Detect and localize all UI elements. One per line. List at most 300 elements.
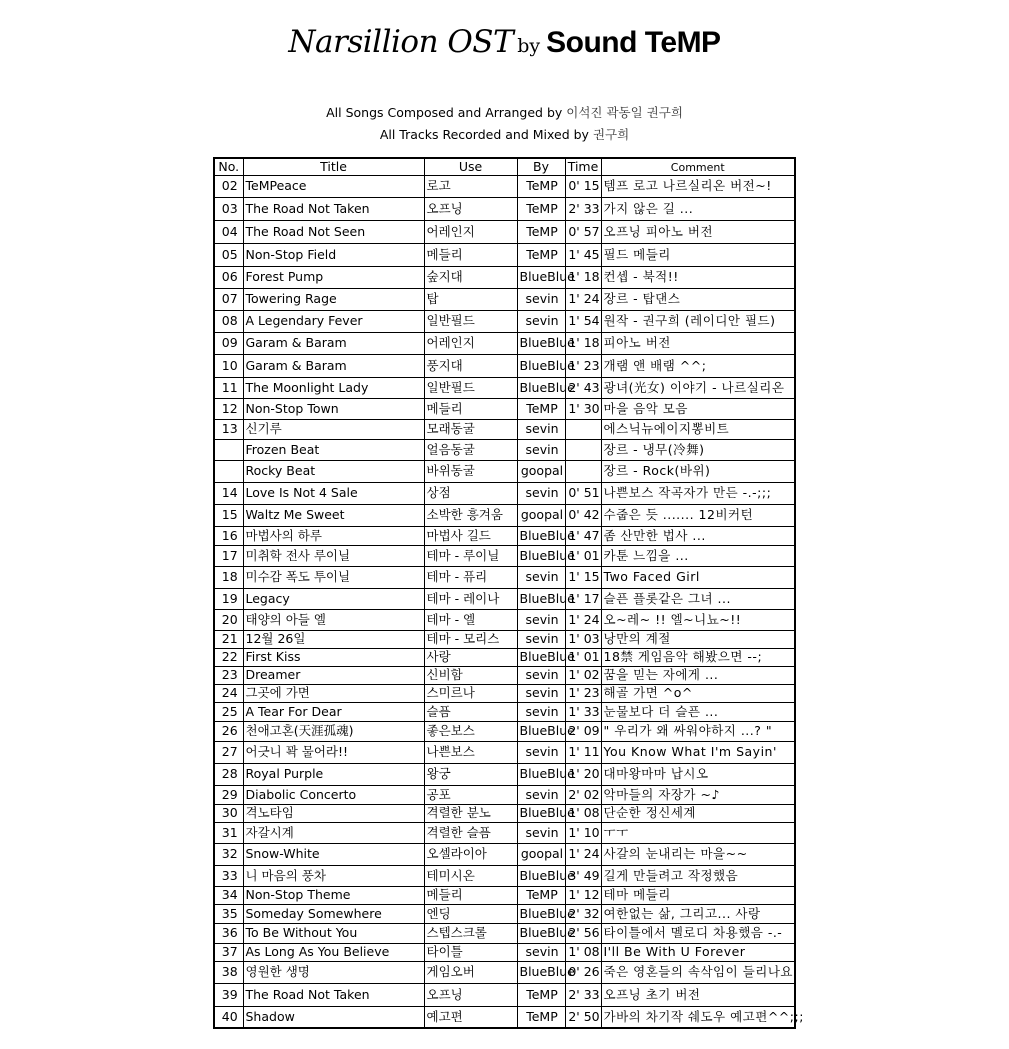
track-use: 일반필드 — [424, 378, 517, 399]
table-row — [214, 244, 795, 267]
track-number: 27 — [214, 742, 243, 764]
track-use: 로고 — [424, 176, 517, 198]
track-number: 28 — [214, 764, 243, 786]
track-use: 격렬한 분노 — [424, 805, 517, 823]
table-row — [214, 589, 795, 610]
table-row — [214, 887, 795, 905]
col-header-no: No. — [214, 158, 243, 176]
track-comment: 낭만의 계절 — [601, 631, 795, 649]
track-time: 1' 12 — [565, 887, 601, 905]
track-artist: BlueBlue — [517, 764, 565, 786]
track-comment: 피아노 버전 — [601, 333, 795, 355]
album-title: Narsillion OST — [288, 24, 514, 60]
track-number: 35 — [214, 905, 243, 924]
table-row — [214, 527, 795, 546]
table-row — [214, 844, 795, 866]
table-row — [214, 461, 795, 483]
track-time: 2' 02 — [565, 786, 601, 805]
track-number: 36 — [214, 924, 243, 944]
track-time: 1' 02 — [565, 667, 601, 685]
track-number: 31 — [214, 823, 243, 844]
track-time: 0' 15 — [565, 176, 601, 198]
track-time: 1' 54 — [565, 311, 601, 333]
table-row — [214, 742, 795, 764]
track-artist: sevin — [517, 567, 565, 589]
track-comment: 슬픈 플롯같은 그녀 ... — [601, 589, 795, 610]
track-time: 2' 43 — [565, 378, 601, 399]
track-number: 09 — [214, 333, 243, 355]
table-row — [214, 267, 795, 289]
track-title: 어긋니 꽉 물어라!! — [243, 742, 424, 764]
track-artist: BlueBlue — [517, 866, 565, 887]
track-title: 천애고혼(天涯孤魂) — [243, 722, 424, 742]
track-artist: sevin — [517, 823, 565, 844]
track-artist: BlueBlue — [517, 905, 565, 924]
track-comment: 오프닝 피아노 버전 — [601, 221, 795, 244]
track-use: 소박한 흥겨움 — [424, 505, 517, 527]
track-time: 1' 08 — [565, 944, 601, 962]
track-time: 1' 24 — [565, 289, 601, 311]
track-time: 1' 24 — [565, 844, 601, 866]
track-artist: sevin — [517, 311, 565, 333]
track-artist: TeMP — [517, 887, 565, 905]
track-comment: 장르 - 냉무(冷舞) — [601, 440, 795, 461]
track-artist: BlueBlue — [517, 722, 565, 742]
track-use: 격렬한 슬픔 — [424, 823, 517, 844]
track-number: 15 — [214, 505, 243, 527]
track-use: 게임오버 — [424, 962, 517, 984]
track-time: 1' 23 — [565, 685, 601, 703]
credit-recorded-names: 권구희 — [592, 127, 630, 142]
track-comment: 18禁 게임음악 해봤으면 --; — [601, 649, 795, 667]
track-comment: 수줍은 듯 ....... 12비커턴 — [601, 505, 795, 527]
track-title: Someday Somewhere — [243, 905, 424, 924]
track-comment: 컨셉 - 북적!! — [601, 267, 795, 289]
track-use: 메들리 — [424, 244, 517, 267]
track-number: 05 — [214, 244, 243, 267]
track-number: 18 — [214, 567, 243, 589]
track-use: 나쁜보스 — [424, 742, 517, 764]
track-title: 태양의 아들 엘 — [243, 610, 424, 631]
track-title: The Road Not Seen — [243, 221, 424, 244]
track-artist: goopal — [517, 461, 565, 483]
track-comment: 테마 메들리 — [601, 887, 795, 905]
credit-recorded — [0, 125, 1009, 143]
table-row — [214, 333, 795, 355]
table-row — [214, 764, 795, 786]
track-title: 자갈시계 — [243, 823, 424, 844]
track-time: 1' 01 — [565, 649, 601, 667]
track-comment: 필드 메들리 — [601, 244, 795, 267]
table-row — [214, 905, 795, 924]
track-number: 25 — [214, 703, 243, 722]
track-comment: 에스닉뉴에이지뽕비트 — [601, 420, 795, 440]
track-title: TeMPeace — [243, 176, 424, 198]
track-time — [565, 440, 601, 461]
track-artist: TeMP — [517, 984, 565, 1007]
track-use: 사랑 — [424, 649, 517, 667]
track-use: 스텝스크롤 — [424, 924, 517, 944]
track-number: 39 — [214, 984, 243, 1007]
track-title: 니 마음의 풍차 — [243, 866, 424, 887]
track-use: 예고편 — [424, 1007, 517, 1028]
track-use: 테마 - 퓨리 — [424, 567, 517, 589]
track-comment: 가바의 차기작 쉐도우 예고편^^;;; — [601, 1007, 795, 1028]
track-comment: I'll Be With U Forever — [601, 944, 795, 962]
table-row — [214, 786, 795, 805]
track-comment: 템프 로고 나르실리온 버전~! — [601, 176, 795, 198]
track-time: 0' 42 — [565, 505, 601, 527]
track-artist: sevin — [517, 667, 565, 685]
credit-composed — [0, 103, 1009, 121]
track-title: Legacy — [243, 589, 424, 610]
track-title: Towering Rage — [243, 289, 424, 311]
track-time: 1' 18 — [565, 333, 601, 355]
track-use: 신비함 — [424, 667, 517, 685]
track-use: 숲지대 — [424, 267, 517, 289]
track-use: 얼음동굴 — [424, 440, 517, 461]
track-number: 08 — [214, 311, 243, 333]
track-use: 엔딩 — [424, 905, 517, 924]
track-time: 1' 03 — [565, 631, 601, 649]
track-use: 타이틀 — [424, 944, 517, 962]
track-time: 1' 17 — [565, 589, 601, 610]
track-use: 스미르나 — [424, 685, 517, 703]
track-title: Non-Stop Field — [243, 244, 424, 267]
track-number: 33 — [214, 866, 243, 887]
track-comment: 길게 만들려고 작정했음 — [601, 866, 795, 887]
track-time: 2' 50 — [565, 1007, 601, 1028]
track-title: Garam & Baram — [243, 355, 424, 378]
track-number: 40 — [214, 1007, 243, 1028]
track-title: Frozen Beat — [243, 440, 424, 461]
track-title: Garam & Baram — [243, 333, 424, 355]
track-number: 02 — [214, 176, 243, 198]
track-use: 메들리 — [424, 399, 517, 420]
table-row — [214, 924, 795, 944]
track-artist: goopal — [517, 844, 565, 866]
table-row — [214, 823, 795, 844]
track-title: Royal Purple — [243, 764, 424, 786]
track-number: 07 — [214, 289, 243, 311]
table-row — [214, 505, 795, 527]
track-artist: sevin — [517, 631, 565, 649]
table-row — [214, 546, 795, 567]
track-use: 슬픔 — [424, 703, 517, 722]
track-comment: 악마들의 자장가 ~♪ — [601, 786, 795, 805]
title-by: by — [517, 35, 541, 57]
track-time: 1' 23 — [565, 355, 601, 378]
track-use: 일반필드 — [424, 311, 517, 333]
table-row — [214, 649, 795, 667]
track-time — [565, 420, 601, 440]
table-row — [214, 610, 795, 631]
track-title: A Tear For Dear — [243, 703, 424, 722]
track-time: 1' 18 — [565, 267, 601, 289]
track-title: Forest Pump — [243, 267, 424, 289]
track-time: 1' 45 — [565, 244, 601, 267]
track-comment: 개램 앤 배램 ^^; — [601, 355, 795, 378]
table-row — [214, 984, 795, 1007]
track-time: 1' 30 — [565, 399, 601, 420]
track-artist: BlueBlue — [517, 546, 565, 567]
track-use: 풍지대 — [424, 355, 517, 378]
track-title: 신기루 — [243, 420, 424, 440]
track-comment: 대마왕마마 납시오 — [601, 764, 795, 786]
track-time: 1' 33 — [565, 703, 601, 722]
track-artist: sevin — [517, 786, 565, 805]
track-title: The Moonlight Lady — [243, 378, 424, 399]
track-time: 1' 20 — [565, 764, 601, 786]
table-row — [214, 311, 795, 333]
table-row — [214, 685, 795, 703]
track-time: 1' 08 — [565, 805, 601, 823]
track-artist: TeMP — [517, 399, 565, 420]
track-number — [214, 461, 243, 483]
track-time: 1' 11 — [565, 742, 601, 764]
track-use: 테마 - 엘 — [424, 610, 517, 631]
track-use: 좋은보스 — [424, 722, 517, 742]
table-row — [214, 866, 795, 887]
track-time: 2' 33 — [565, 198, 601, 221]
track-artist: BlueBlue — [517, 267, 565, 289]
track-number: 30 — [214, 805, 243, 823]
table-header-row — [214, 158, 795, 176]
track-artist: sevin — [517, 944, 565, 962]
track-time: 2' 32 — [565, 905, 601, 924]
track-artist: TeMP — [517, 176, 565, 198]
track-title: Non-Stop Theme — [243, 887, 424, 905]
track-use: 어레인지 — [424, 221, 517, 244]
track-artist: BlueBlue — [517, 589, 565, 610]
table-row — [214, 483, 795, 505]
track-title: Love Is Not 4 Sale — [243, 483, 424, 505]
table-row — [214, 631, 795, 649]
track-artist: BlueBlue — [517, 924, 565, 944]
track-comment: 나쁜보스 작곡자가 만든 -.-;;; — [601, 483, 795, 505]
track-comment: ㅜㅜ — [601, 823, 795, 844]
track-title: Rocky Beat — [243, 461, 424, 483]
track-number: 20 — [214, 610, 243, 631]
track-title: Waltz Me Sweet — [243, 505, 424, 527]
track-title: 영원한 생명 — [243, 962, 424, 984]
track-time — [565, 461, 601, 483]
table-row — [214, 440, 795, 461]
track-artist: sevin — [517, 440, 565, 461]
track-title: To Be Without You — [243, 924, 424, 944]
track-number: 22 — [214, 649, 243, 667]
track-title: Non-Stop Town — [243, 399, 424, 420]
table-row — [214, 722, 795, 742]
track-comment: 꿈을 믿는 자에게 ... — [601, 667, 795, 685]
track-time: 0' 51 — [565, 483, 601, 505]
table-row — [214, 962, 795, 984]
track-time: 1' 01 — [565, 546, 601, 567]
tracklist-body — [214, 176, 804, 1028]
track-title: The Road Not Taken — [243, 198, 424, 221]
track-artist: goopal — [517, 505, 565, 527]
track-artist: BlueBlue — [517, 962, 565, 984]
credit-composed-label: All Songs Composed and Arranged by — [326, 105, 563, 120]
track-title: Snow-White — [243, 844, 424, 866]
table-row — [214, 399, 795, 420]
track-artist: TeMP — [517, 198, 565, 221]
track-title: 격노타임 — [243, 805, 424, 823]
track-comment: 카툰 느낌을 ... — [601, 546, 795, 567]
track-use: 테마 - 루이닐 — [424, 546, 517, 567]
credit-recorded-label: All Tracks Recorded and Mixed by — [379, 127, 589, 142]
track-title: 마법사의 하루 — [243, 527, 424, 546]
track-number: 11 — [214, 378, 243, 399]
track-number: 17 — [214, 546, 243, 567]
table-row — [214, 355, 795, 378]
track-comment: 장르 - Rock(바위) — [601, 461, 795, 483]
track-comment: 오~레~ !! 엘~니뇨~!! — [601, 610, 795, 631]
track-use: 어레인지 — [424, 333, 517, 355]
track-use: 테마 - 모리스 — [424, 631, 517, 649]
track-use: 탑 — [424, 289, 517, 311]
track-number: 14 — [214, 483, 243, 505]
track-number: 29 — [214, 786, 243, 805]
tracklist-table — [213, 157, 804, 1029]
track-artist: TeMP — [517, 221, 565, 244]
track-comment: 오프닝 초기 버전 — [601, 984, 795, 1007]
track-number: 34 — [214, 887, 243, 905]
track-number: 06 — [214, 267, 243, 289]
track-use: 테마 - 레이나 — [424, 589, 517, 610]
track-comment: 사갈의 눈내리는 마을~~ — [601, 844, 795, 866]
track-number: 23 — [214, 667, 243, 685]
track-use: 상점 — [424, 483, 517, 505]
track-time: 1' 24 — [565, 610, 601, 631]
track-comment: 광녀(光女) 이야기 - 나르실리온 — [601, 378, 795, 399]
table-row — [214, 198, 795, 221]
track-title: 미취학 전사 루이닐 — [243, 546, 424, 567]
track-artist: sevin — [517, 685, 565, 703]
track-use: 오프닝 — [424, 198, 517, 221]
track-title: A Legendary Fever — [243, 311, 424, 333]
track-use: 메들리 — [424, 887, 517, 905]
track-time: 1' 47 — [565, 527, 601, 546]
track-artist: sevin — [517, 483, 565, 505]
track-number: 26 — [214, 722, 243, 742]
track-artist: sevin — [517, 703, 565, 722]
page-title — [0, 24, 1009, 60]
track-use: 오셀라이아 — [424, 844, 517, 866]
track-number — [214, 440, 243, 461]
table-row — [214, 805, 795, 823]
artist-name: Sound TeMP — [546, 26, 721, 59]
table-row — [214, 667, 795, 685]
table-row — [214, 944, 795, 962]
table-row — [214, 289, 795, 311]
track-artist: sevin — [517, 289, 565, 311]
track-time: 2' 33 — [565, 984, 601, 1007]
track-title: 12월 26일 — [243, 631, 424, 649]
track-use: 모래동굴 — [424, 420, 517, 440]
col-header-time: Time — [565, 158, 601, 176]
track-comment: 원작 - 권구희 (레이디안 필드) — [601, 311, 795, 333]
track-artist: BlueBlue — [517, 527, 565, 546]
track-number: 38 — [214, 962, 243, 984]
track-use: 왕궁 — [424, 764, 517, 786]
track-comment: 해골 가면 ^o^ — [601, 685, 795, 703]
track-number: 19 — [214, 589, 243, 610]
col-header-title: Title — [243, 158, 424, 176]
track-number: 04 — [214, 221, 243, 244]
track-artist: sevin — [517, 610, 565, 631]
track-use: 바위동굴 — [424, 461, 517, 483]
track-number: 03 — [214, 198, 243, 221]
track-number: 21 — [214, 631, 243, 649]
track-use: 마법사 길드 — [424, 527, 517, 546]
track-artist: BlueBlue — [517, 378, 565, 399]
track-comment: You Know What I'm Sayin' — [601, 742, 795, 764]
track-comment: 가지 않은 길 ... — [601, 198, 795, 221]
track-title: 미수감 폭도 투이닐 — [243, 567, 424, 589]
track-title: Dreamer — [243, 667, 424, 685]
track-comment: 마을 음악 모음 — [601, 399, 795, 420]
col-header-comment: Comment — [601, 158, 795, 176]
track-number: 10 — [214, 355, 243, 378]
table-row — [214, 176, 795, 198]
table-row — [214, 420, 795, 440]
track-number: 37 — [214, 944, 243, 962]
track-number: 13 — [214, 420, 243, 440]
track-comment: 타이틀에서 멜로디 차용했음 -.- — [601, 924, 795, 944]
track-time: 0' 57 — [565, 221, 601, 244]
table-row — [214, 1007, 795, 1028]
track-number: 32 — [214, 844, 243, 866]
track-number: 16 — [214, 527, 243, 546]
track-artist: sevin — [517, 742, 565, 764]
track-comment: 죽은 영혼들의 속삭임이 들리나요 — [601, 962, 795, 984]
track-use: 공포 — [424, 786, 517, 805]
track-title: Shadow — [243, 1007, 424, 1028]
track-number: 24 — [214, 685, 243, 703]
track-comment: 여한없는 삶, 그리고... 사랑 — [601, 905, 795, 924]
track-title: First Kiss — [243, 649, 424, 667]
track-artist: BlueBlue — [517, 333, 565, 355]
table-row — [214, 378, 795, 399]
track-number: 12 — [214, 399, 243, 420]
track-artist: TeMP — [517, 1007, 565, 1028]
track-title: Diabolic Concerto — [243, 786, 424, 805]
track-comment: Two Faced Girl — [601, 567, 795, 589]
track-time: 0' 26 — [565, 962, 601, 984]
track-artist: TeMP — [517, 244, 565, 267]
credit-composed-names: 이석진 곽동일 권구희 — [566, 105, 683, 120]
track-comment: 좀 산만한 법사 ... — [601, 527, 795, 546]
track-time: 2' 09 — [565, 722, 601, 742]
track-artist: sevin — [517, 420, 565, 440]
table-row — [214, 567, 795, 589]
track-artist: BlueBlue — [517, 805, 565, 823]
col-header-by: By — [517, 158, 565, 176]
track-title: 그곳에 가면 — [243, 685, 424, 703]
track-comment: 단순한 정신세계 — [601, 805, 795, 823]
track-use: 오프닝 — [424, 984, 517, 1007]
track-time: 2' 56 — [565, 924, 601, 944]
track-comment: 장르 - 탑댄스 — [601, 289, 795, 311]
track-time: 1' 15 — [565, 567, 601, 589]
table-row — [214, 703, 795, 722]
track-comment: " 우리가 왜 싸워야하지 ...? " — [601, 722, 795, 742]
track-comment: 눈물보다 더 슬픈 ... — [601, 703, 795, 722]
col-header-use: Use — [424, 158, 517, 176]
track-use: 테미시온 — [424, 866, 517, 887]
track-artist: BlueBlue — [517, 649, 565, 667]
